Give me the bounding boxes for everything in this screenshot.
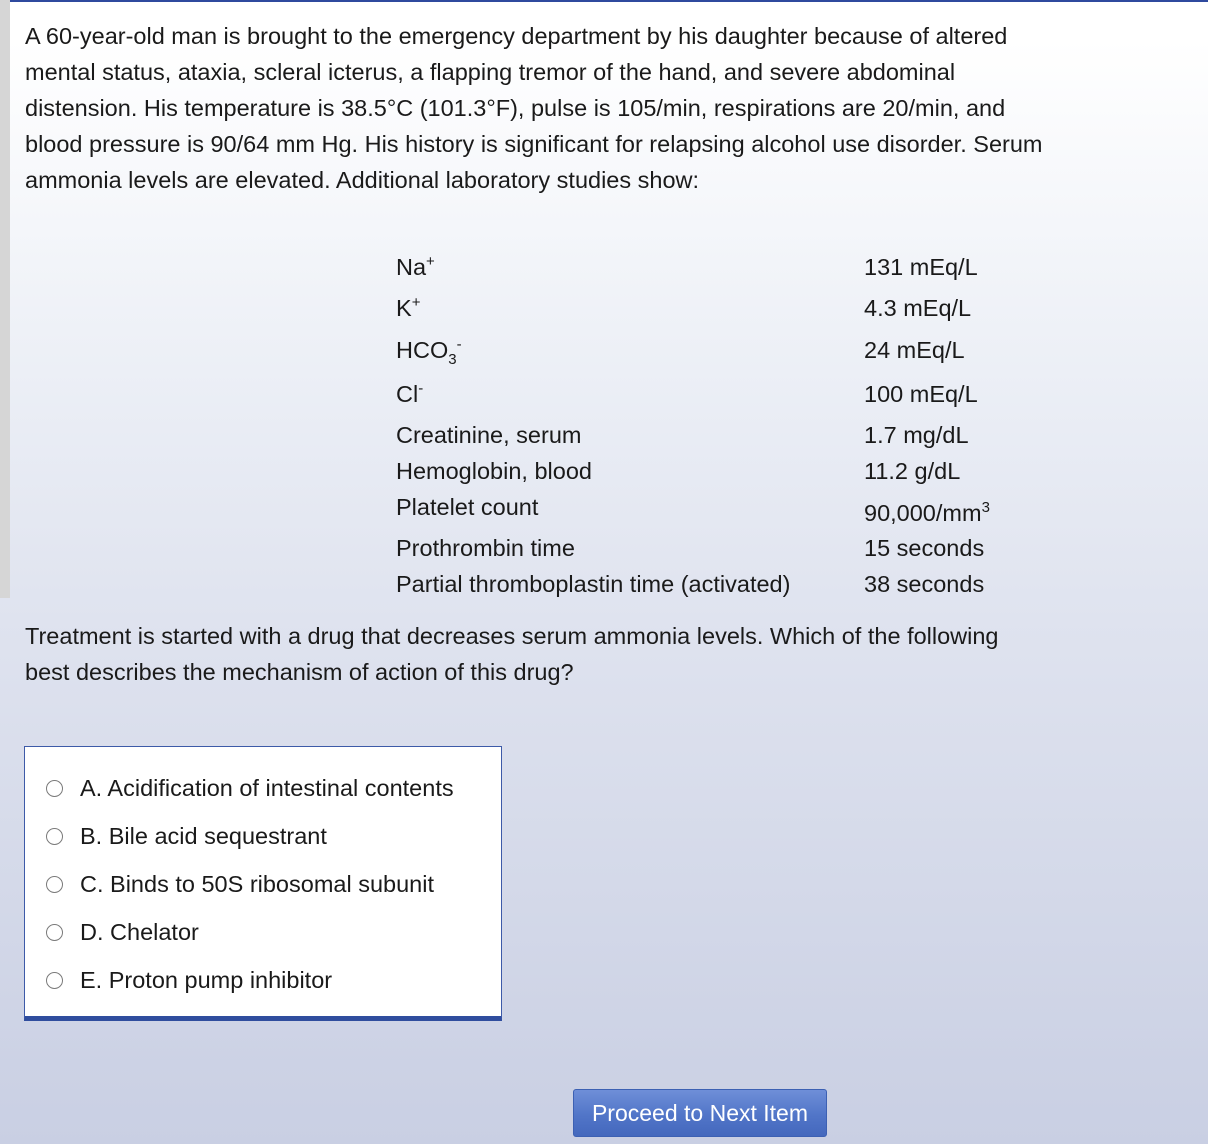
radio-button-icon[interactable] xyxy=(46,924,63,941)
lab-row-prothrombin-time xyxy=(396,535,1036,571)
answer-choices xyxy=(24,746,502,1021)
answer-option-d[interactable] xyxy=(25,913,501,953)
lab-row-creatinine xyxy=(396,422,1036,458)
left-scroll-edge xyxy=(0,0,10,598)
lab-value: 1.7 mg/dL xyxy=(864,422,969,448)
lab-value: 24 mEq/L xyxy=(864,337,965,363)
lab-name: Platelet count xyxy=(396,494,539,520)
lab-value: 15 seconds xyxy=(864,535,985,561)
lab-name: Partial thromboplastin time (activated) xyxy=(396,571,791,597)
answer-option-label: E. Proton pump inhibitor xyxy=(80,967,333,993)
lab-value: 131 mEq/L xyxy=(864,254,978,280)
answer-option-a[interactable] xyxy=(25,769,501,809)
answer-option-label: B. Bile acid sequestrant xyxy=(80,823,327,849)
lab-value: 100 mEq/L xyxy=(864,381,978,407)
lab-name: $HCO_3^-$ xyxy=(396,336,462,368)
proceed-to-next-item-button[interactable]: Proceed to Next Item xyxy=(573,1089,827,1137)
lab-value: $90,000/mm^3$ xyxy=(864,499,990,526)
radio-button-icon[interactable] xyxy=(46,780,63,797)
radio-button-icon[interactable] xyxy=(46,876,63,893)
answer-option-label: D. Chelator xyxy=(80,919,199,945)
lab-row-chloride xyxy=(396,381,1036,417)
lab-name: Na+ xyxy=(396,253,435,280)
lab-name: Hemoglobin, blood xyxy=(396,458,592,484)
lab-name: K+ xyxy=(396,294,421,321)
answer-option-label: A. Acidification of intestinal contents xyxy=(80,775,454,801)
lab-row-hemoglobin xyxy=(396,458,1036,494)
radio-button-icon[interactable] xyxy=(46,828,63,845)
lab-name: Prothrombin time xyxy=(396,535,575,561)
top-divider xyxy=(0,0,1208,2)
lab-value: 4.3 mEq/L xyxy=(864,295,972,321)
lab-row-potassium xyxy=(396,295,1036,331)
question-stem: A 60-year-old man is brought to the emergency department by his daughter because of altered mental status, ataxia, scleral icterus, a flapping tremor of the hand, and severe abdominal distension. His temperature is 38.5°C (101.3°F), pulse is 105/min, respirations are 20/min, and blood pressure is 90/64 mm Hg. His history is significant for relapsing alcohol use disorder. Serum ammonia levels are elevated. Additional laboratory studies show: xyxy=(25,23,1043,193)
lab-value: 11.2 g/dL xyxy=(864,458,961,484)
lab-name: Creatinine, serum xyxy=(396,422,582,448)
answer-option-c[interactable] xyxy=(25,865,501,905)
lab-row-platelets xyxy=(396,494,1036,530)
lab-value: 38 seconds xyxy=(864,571,985,597)
lab-name: Cl- xyxy=(396,380,424,407)
lab-row-sodium xyxy=(396,254,1036,290)
question-prompt: Treatment is started with a drug that decreases serum ammonia levels. Which of the following best describes the mechanism of action of this drug? xyxy=(25,623,999,685)
answer-option-label: C. Binds to 50S ribosomal subunit xyxy=(80,871,434,897)
lab-row-ptt xyxy=(396,571,1036,607)
answer-option-b[interactable] xyxy=(25,817,501,857)
lab-row-bicarbonate xyxy=(396,337,1036,373)
answer-option-e[interactable] xyxy=(25,961,501,1001)
radio-button-icon[interactable] xyxy=(46,972,63,989)
